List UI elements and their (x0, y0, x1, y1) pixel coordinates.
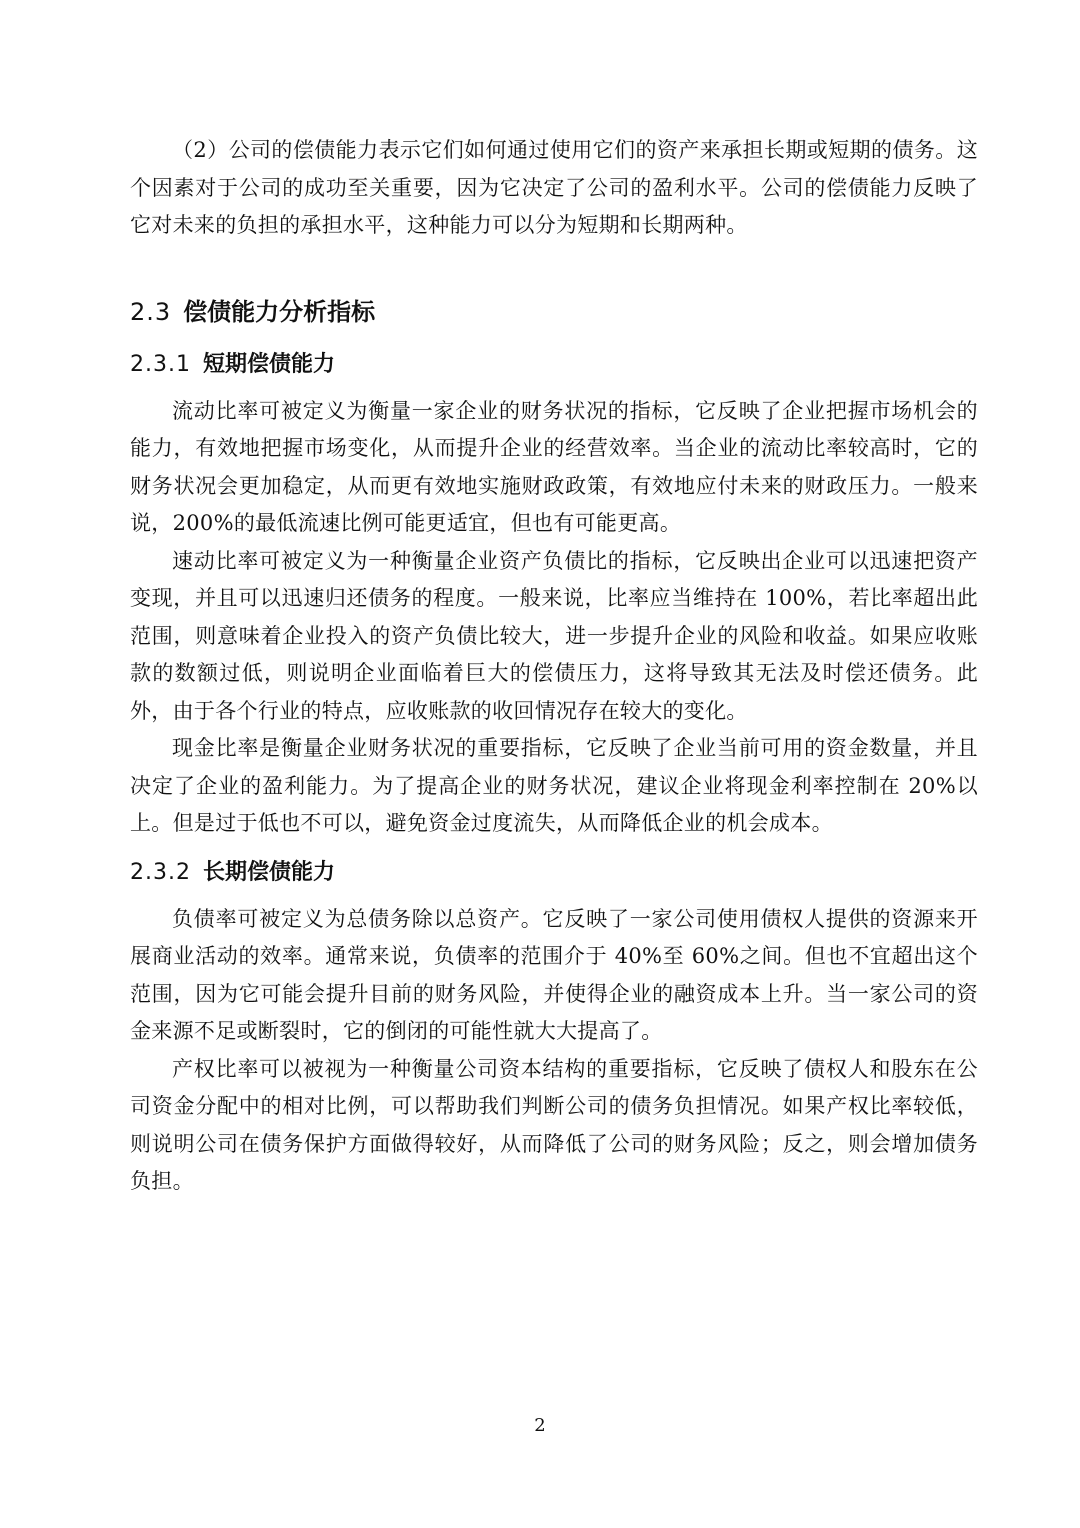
page-content (130, 132, 978, 1201)
subsection-number: 2.3.2 (130, 859, 191, 885)
quick-ratio-paragraph: 速动比率可被定义为一种衡量企业资产负债比的指标，它反映出企业可以迅速把资产变现，并且可以迅速归还债务的程度。一般来说，比率应当维持在 100%，若比率超出此范围，则意味着企业投入的资产负债比较大，进一步提升企业的风险和收益。如果应收账款的数额过低，则说明企业面临着巨大的偿债压力，这将导致其无法及时偿还债务。此外，由于各个行业的特点，应收账款的收回情况存在较大的变化。 (130, 548, 978, 723)
current-ratio-paragraph: 流动比率可被定义为衡量一家企业的财务状况的指标，它反映了企业把握市场机会的能力，有效地把握市场变化，从而提升企业的经营效率。当企业的流动比率较高时，它的财务状况会更加稳定，从而更有效地实施财政政策，有效地应付未来的财政压力。一般来说，200%的最低流速比例可能更适宜，但也有可能更高。 (130, 398, 978, 535)
cash-ratio-paragraph: 现金比率是衡量企业财务状况的重要指标，它反映了企业当前可用的资金数量，并且决定了企业的盈利能力。为了提高企业的财务状况，建议企业将现金利率控制在 20%以上。但是过于低也不可以，避免资金过度流失，从而降低企业的机会成本。 (130, 736, 978, 835)
subsection-number: 2.3.1 (130, 351, 191, 377)
page-number: 2 (534, 1415, 546, 1436)
subsection-heading-2-3-2 (130, 857, 978, 889)
section-heading-2-3 (130, 295, 978, 329)
section-title: 偿债能力分析指标 (183, 297, 376, 326)
subsection-title: 短期偿债能力 (202, 351, 335, 377)
debt-ratio-paragraph: 负债率可被定义为总债务除以总资产。它反映了一家公司使用债权人提供的资源来开展商业活动的效率。通常来说，负债率的范围介于 40%至 60%之间。但也不宜超出这个范围，因为它可能会提升目前的财务风险，并使得企业的融资成本上升。当一家公司的资金来源不足或断裂时，它的倒闭的可能性就大大提高了。 (130, 906, 978, 1043)
intro-paragraph: （2）公司的偿债能力表示它们如何通过使用它们的资产来承担长期或短期的债务。这个因素对于公司的成功至关重要，因为它决定了公司的盈利水平。公司的偿债能力反映了它对未来的负担的承担水平，这种能力可以分为短期和长期两种。 (130, 138, 978, 237)
subsection-heading-2-3-1 (130, 349, 978, 381)
subsection-title: 长期偿债能力 (202, 859, 335, 885)
equity-ratio-paragraph: 产权比率可以被视为一种衡量公司资本结构的重要指标，它反映了债权人和股东在公司资金分配中的相对比例，可以帮助我们判断公司的债务负担情况。如果产权比率较低，则说明公司在债务保护方面做得较好，从而降低了公司的财务风险；反之，则会增加债务负担。 (130, 1056, 978, 1193)
section-number: 2.3 (130, 297, 172, 326)
